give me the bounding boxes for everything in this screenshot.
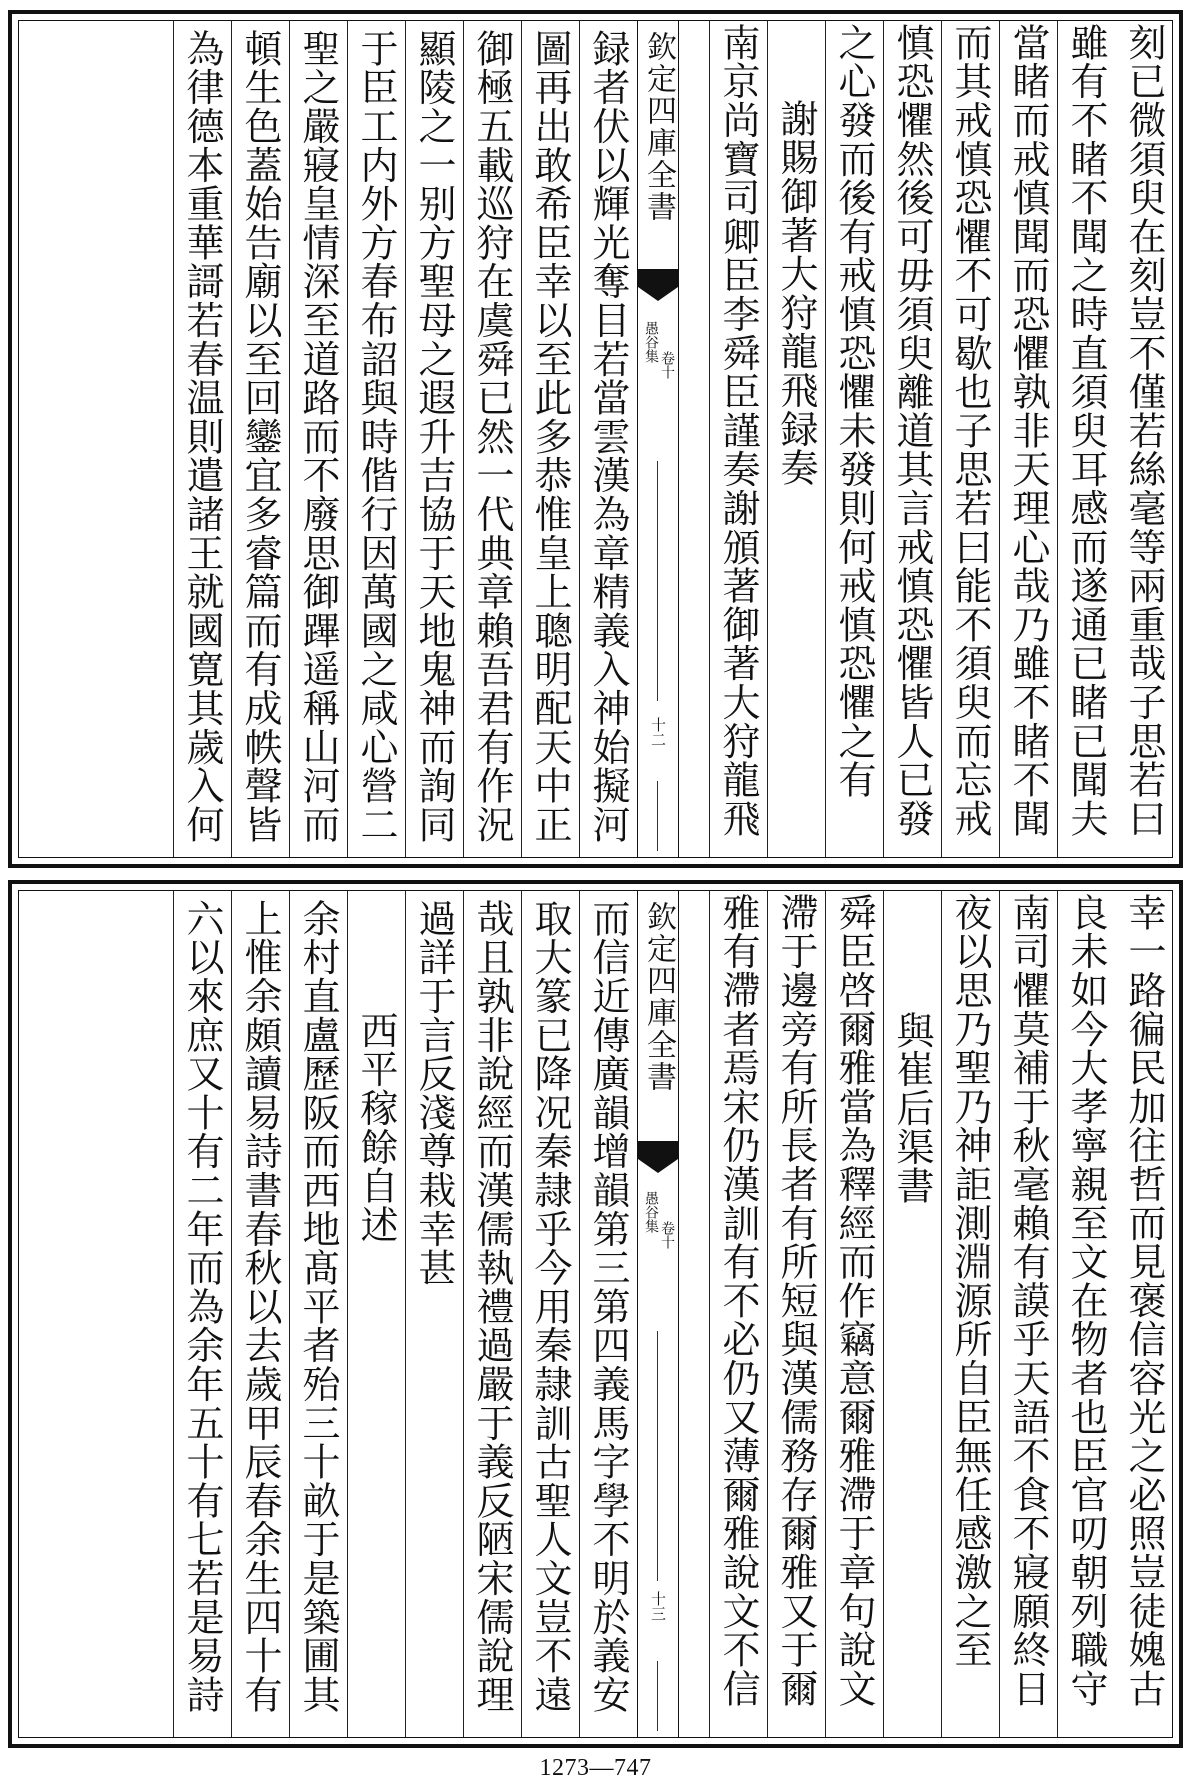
text-column: 圖再出敢希臣幸以至此多恭惟皇上聰明配天中正 <box>521 21 579 857</box>
spine-title: 欽定四庫全書 <box>641 901 676 1093</box>
text-column: 上惟余頗讀易詩書春秋以去歲甲辰春余生四十有 <box>231 891 289 1737</box>
text-column: 為律德本重華謌若春温則遣諸王就國寛其歲入何 <box>173 21 231 857</box>
spine-book-title: 愚谷集 <box>643 321 659 363</box>
text-column: 六以來庶又十有二年而為余年五十有七若是易詩 <box>173 891 231 1737</box>
text-column: 余村直盧歷阪而西地髙平者殆三十畝于是築圃其 <box>289 891 347 1737</box>
bottom-page <box>8 880 1183 1748</box>
spine-page-number: 十三 <box>649 1591 667 1621</box>
text-column: 雅有滯者焉宋仍漢訓有不必仍又薄爾雅說文不信 <box>709 891 767 1737</box>
bottom-page-frame <box>18 890 1173 1738</box>
text-column: 而信近傳廣韻增韻第三第四義馬字學不明於義安 <box>579 891 637 1737</box>
text-column: 聖之嚴寢皇情深至道路而不廢思御蹕遥稱山河而 <box>289 21 347 857</box>
text-column: 過詳于言反淺尊栽幸甚 <box>405 891 463 1737</box>
text-column: 幸一路徧民加往哲而見褒信容光之必照豈徒媿古 <box>1122 893 1166 1708</box>
text-column: 雖有不睹不聞之時直須臾耳感而遂通已睹已聞夫 <box>1057 21 1115 857</box>
top-page <box>8 10 1183 868</box>
text-column: 于臣工内外方春布詔與時偕行因萬國之咸心營二 <box>347 21 405 857</box>
fish-tail-mark-icon <box>638 1141 678 1181</box>
spine-rule <box>657 1661 658 1731</box>
text-column: 頓生色蓋始告廟以至回鑾宜多睿篇而有成帙聲皆 <box>231 21 289 857</box>
spine-book-title: 愚谷集 <box>643 1191 659 1233</box>
text-column: 慎恐懼然後可毋須臾離道其言戒慎恐懼皆人已發 <box>883 21 941 857</box>
center-spine <box>637 891 679 1737</box>
page-identifier: 1273—747 <box>539 1755 652 1781</box>
spine-rule <box>657 781 658 851</box>
text-column: 録者伏以輝光奪目若當雲漢為章精義入神始擬河 <box>579 21 637 857</box>
text-column: 而其戒慎恐懼不可歇也子思若曰能不須臾而忘戒 <box>941 21 999 857</box>
text-column: 良未如今大孝寧親至文在物者也臣官叨朝列職守 <box>1057 891 1115 1737</box>
section-heading: 與崔后渠書 <box>883 891 941 1737</box>
text-column: 之心發而後有戒慎恐懼未發則何戒慎恐懼之有 <box>825 21 883 857</box>
fish-tail-mark-icon <box>638 269 678 309</box>
top-page-frame <box>18 20 1173 858</box>
spine-juan: 卷十 <box>659 1221 675 1249</box>
section-heading: 謝賜御著大狩龍飛録奏 <box>767 21 825 857</box>
text-column: 舜臣啓爾雅當為釋經而作竊意爾雅滯于章句說文 <box>825 891 883 1737</box>
text-column: 御極五載巡狩在虞舜已然一代典章賴吾君有作況 <box>463 21 521 857</box>
text-column: 當睹而戒慎聞而恐懼孰非天理心哉乃雖不睹不聞 <box>999 21 1057 857</box>
text-column: 刻已微須臾在刻豈不僅若絲毫等兩重哉子思若曰 <box>1122 23 1166 838</box>
text-column: 夜以思乃聖乃神詎測淵源所自臣無任感激之至 <box>941 891 999 1737</box>
spine-title: 欽定四庫全書 <box>641 31 676 223</box>
center-spine <box>637 21 679 857</box>
text-column: 取大篆已降况秦隷乎今用秦隷訓古聖人文豈不遠 <box>521 891 579 1737</box>
text-column: 滯于邊旁有所長者有所短與漢儒務存爾雅又于爾 <box>767 891 825 1737</box>
text-column: 南京尚寶司卿臣李舜臣謹奏謝頒著御著大狩龍飛 <box>709 21 767 857</box>
spine-rule <box>657 1331 658 1581</box>
text-column: 哉且孰非說經而漢儒執禮過嚴于義反陋宋儒說理 <box>463 891 521 1737</box>
text-column: 南司懼莫補于秋毫賴有謨乎天語不食不寢願終日 <box>999 891 1057 1737</box>
spine-juan: 卷十 <box>659 351 675 379</box>
spine-rule <box>657 461 658 701</box>
spine-page-number: 十二 <box>649 717 667 747</box>
section-heading: 西平稼餘自述 <box>347 891 405 1737</box>
text-column: 顯陵之一别方聖母之遐升吉協于天地鬼神而詢同 <box>405 21 463 857</box>
